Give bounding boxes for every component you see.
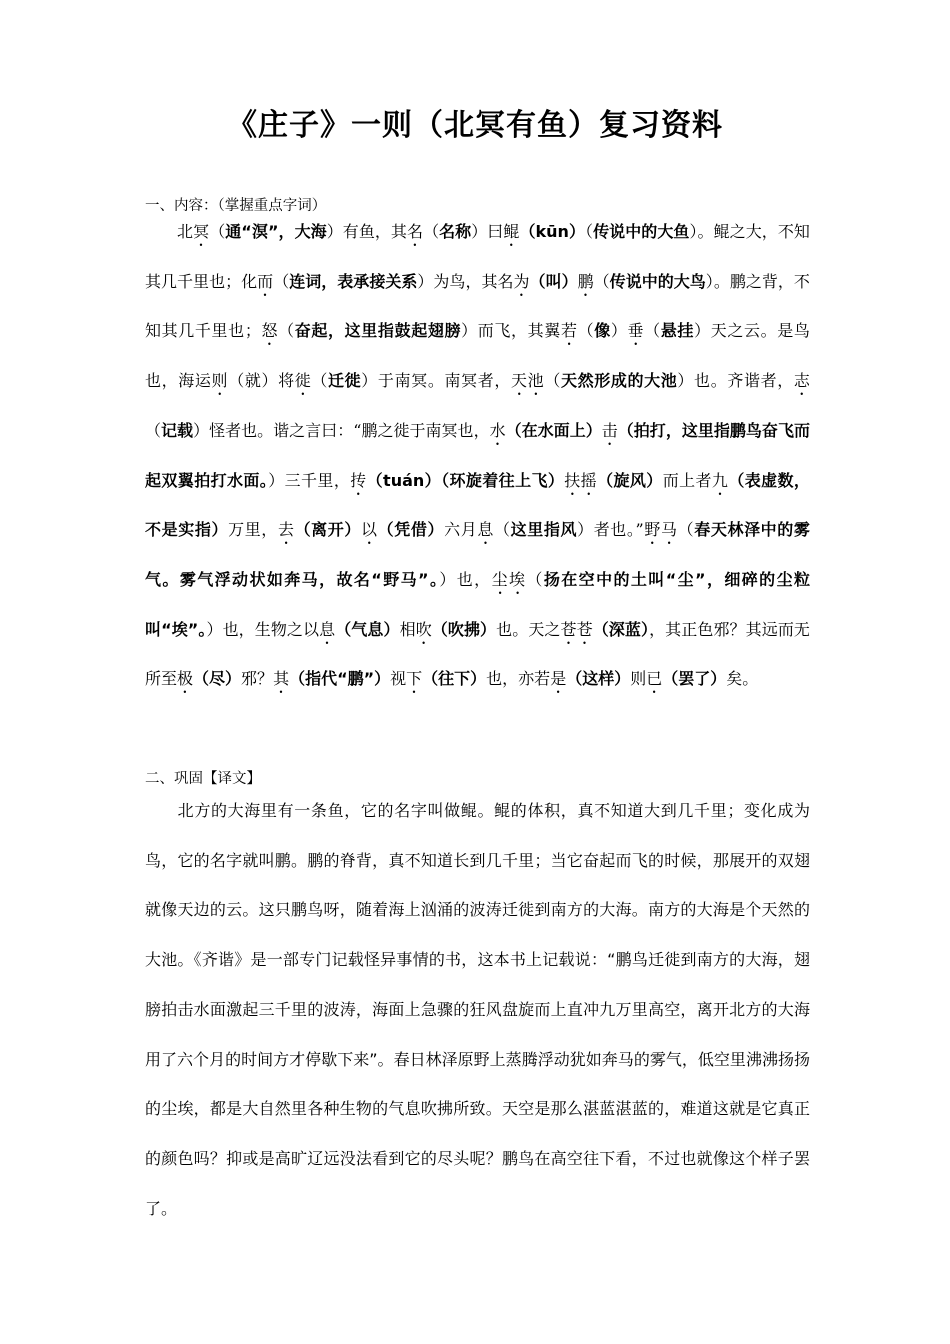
gloss-text: 传说中的大鸟: [609, 271, 706, 291]
key-word: 若: [560, 321, 578, 341]
gloss-text: （在水面上）: [505, 420, 602, 440]
text-segment: 万里，: [228, 520, 278, 540]
gloss-text: （气息）: [335, 619, 400, 639]
text-segment: （: [644, 321, 661, 341]
gloss-text: （深蓝）: [592, 619, 650, 639]
key-word: 吹: [415, 619, 432, 639]
key-word: 抟: [350, 470, 367, 490]
translation-text: 北方的大海里有一条鱼，它的名字叫做鲲。鲲的体积，真不知道大到几千里；变化成为鸟，它的名字就叫鹏。鹏的脊背，真不知道长到几千里；当它奋起而飞的时候，那展开的双翅就像天边的云。这只鹏鸟呀，随着海上汹涌的波涛迁徙到南方的大海。南方的大海是个天然的大池。《齐谐》是一部专门记载怪异事情的书，这本书上记载说：“鹏鸟迁徙到南方的大海，翅膀拍击水面激起三千里的波涛，海面上急骤的狂风盘旋而上直冲九万里高空，离开北方的大海用了六个月的时间方才停歇下来”。春日林泽原野上蒸腾浮动犹如奔马的雾气，低空里沸沸扬扬的尘埃，都是大自然里各种生物的气息吹拂所致。天空是那么湛蓝湛蓝的，难道这就是它真正的颜色吗？抑或是高旷辽远没法看到它的尽头呢？鹏鸟在高空往下看，不过也就像这个样子罢了。: [145, 801, 810, 1218]
text-segment: ）有鱼，其: [326, 222, 407, 241]
text-segment: ）于南冥。南冥者，: [361, 371, 512, 391]
text-segment: ）天之云。是鸟也，海运: [145, 321, 810, 391]
gloss-text: 记载: [161, 420, 194, 440]
translation-paragraph: [145, 786, 810, 1233]
key-word: 息: [319, 619, 336, 639]
text-segment: ）三千里，: [268, 470, 351, 490]
annotated-text-paragraph: [145, 207, 810, 704]
gloss-text: （罢了）: [662, 669, 727, 689]
gloss-text: （往下）: [422, 669, 487, 689]
key-word: 鹏: [577, 271, 594, 291]
text-segment: （就）将: [228, 371, 295, 391]
gloss-text: （尽）: [193, 669, 242, 689]
text-segment: ）。鲲之大，不知其几千里也；化: [145, 222, 810, 291]
key-word: 苍苍: [560, 619, 593, 639]
text-segment: （: [544, 371, 561, 391]
text-segment: （: [677, 520, 695, 540]
text-segment: ）曰: [471, 222, 504, 241]
gloss-text: （表虚数，不是实指）: [145, 470, 810, 540]
section-heading-translation: 二、巩固【译文】: [145, 771, 261, 787]
text-segment: ）者也。”: [577, 520, 644, 540]
key-word: 天池: [511, 371, 545, 391]
text-segment: 六月: [444, 520, 478, 540]
key-word: 九: [711, 470, 729, 490]
gloss-text: 奋起，这里指鼓起翅膀: [294, 321, 462, 341]
key-word: 野马: [643, 520, 678, 540]
key-word: 其: [273, 669, 290, 689]
key-word: 去: [277, 520, 295, 540]
text-segment: 视: [390, 669, 407, 689]
text-segment: （: [145, 420, 162, 440]
key-word: 徙: [294, 371, 312, 391]
text-segment: （: [585, 222, 594, 241]
text-segment: 邪？: [241, 669, 274, 689]
key-word: 为: [513, 271, 530, 291]
key-word: 扶摇: [564, 470, 598, 490]
gloss-text: （kūn）: [519, 222, 586, 241]
text-segment: ）而飞，其翼: [461, 321, 561, 341]
key-word: 垂: [627, 321, 645, 341]
gloss-text: 扬在空中的土叫“尘”，细碎的尘粒叫“埃”。: [145, 569, 810, 639]
key-word: 下: [406, 669, 423, 689]
gloss-text: （凭借）: [377, 520, 445, 540]
text-segment: 矣。: [726, 669, 759, 689]
text-segment: （: [493, 520, 511, 540]
gloss-text: 通“溟”，大海: [225, 222, 327, 241]
text-segment: ）也，生物之以: [206, 619, 320, 639]
key-word: 以: [361, 520, 378, 540]
key-word: 怒: [260, 321, 279, 341]
page-title: 《庄子》一则（北冥有鱼）复习资料: [227, 108, 723, 143]
text-segment: 北: [177, 222, 194, 241]
text-segment: ）: [610, 321, 628, 341]
key-word: 则: [211, 371, 229, 391]
gloss-text: 春天林泽中的雾气。雾气浮动状如奔马，故名“野马”。: [145, 520, 810, 589]
section-heading-content: 一、内容：（掌握重点字词）: [145, 198, 327, 214]
gloss-text: 悬挂: [660, 321, 695, 341]
gloss-text: （这样）: [566, 669, 631, 689]
gloss-text: （吹拂）: [431, 619, 497, 639]
text-segment: （: [423, 222, 440, 241]
gloss-text: （离开）: [294, 520, 362, 540]
gloss-text: 像: [594, 321, 611, 341]
gloss-text: （叫）: [529, 271, 578, 291]
text-segment: 也，亦若: [486, 669, 551, 689]
gloss-text: 天然形成的大池: [560, 371, 678, 391]
key-word: 水: [489, 420, 506, 440]
text-segment: （: [209, 222, 226, 241]
text-segment: 也。天之: [496, 619, 561, 639]
gloss-text: 名称: [439, 222, 472, 241]
text-segment: （: [593, 271, 610, 291]
key-word: 极: [177, 669, 194, 689]
text-segment: ）怪者也。谐之言曰：“鹏之徙于南冥也，: [193, 420, 490, 440]
gloss-text: 这里指风: [510, 520, 578, 540]
text-segment: （: [273, 271, 290, 291]
text-segment: （: [311, 371, 329, 391]
key-word: 而: [257, 271, 274, 291]
text-segment: ，其正色邪？其远而无所至: [145, 619, 810, 689]
key-word: 鲲: [503, 222, 520, 241]
key-word: 尘埃: [491, 569, 527, 589]
text-segment: 则: [630, 669, 647, 689]
key-word: 名: [407, 222, 424, 241]
text-segment: ）也。齐谐者，: [677, 371, 794, 391]
text-segment: 相: [399, 619, 416, 639]
text-segment: ）。鹏之背，不知其几千里也；: [145, 271, 810, 341]
text-segment: 而上者: [662, 470, 712, 490]
key-word: 已: [646, 669, 663, 689]
gloss-text: （指代“鹏”）: [289, 669, 391, 689]
key-word: 息: [477, 520, 494, 540]
gloss-text: 传说中的大鱼: [593, 222, 690, 241]
text-segment: ）为鸟，其名: [417, 271, 514, 291]
key-word: 志: [793, 371, 810, 391]
gloss-text: （tuán）（环旋着往上飞）: [366, 470, 565, 490]
gloss-text: （旋风）: [597, 470, 663, 490]
text-segment: ）也，: [439, 569, 492, 589]
key-word: 是: [550, 669, 567, 689]
key-word: 击: [601, 420, 618, 440]
gloss-text: 迁徙: [328, 371, 362, 391]
text-segment: （: [526, 569, 544, 589]
key-word: 冥: [193, 222, 210, 241]
gloss-text: （拍打，这里指鹏鸟奋飞而起双翼拍打水面。: [145, 420, 810, 490]
gloss-text: 连词，表承接关系: [289, 271, 418, 291]
text-segment: （: [577, 321, 595, 341]
text-segment: （: [278, 321, 295, 341]
